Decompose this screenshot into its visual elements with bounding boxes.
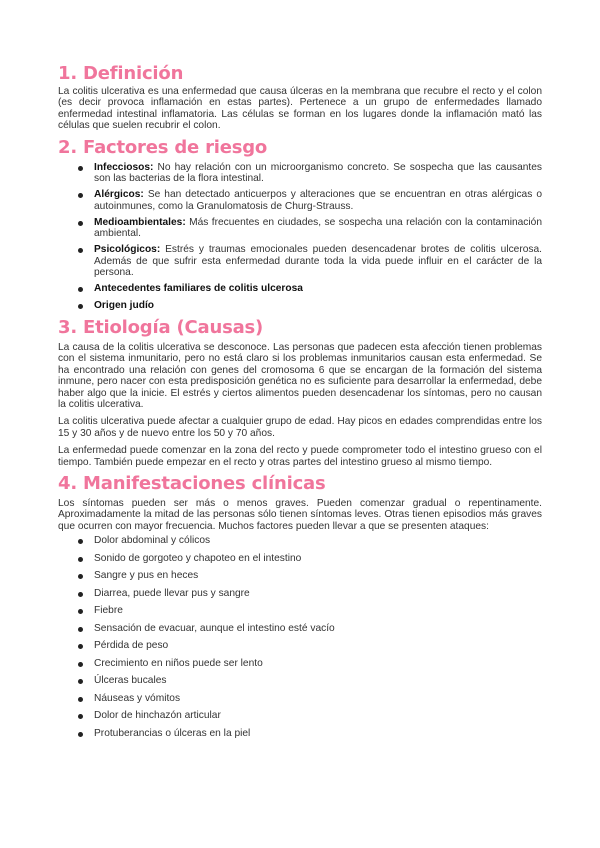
bullet-icon bbox=[78, 644, 83, 649]
list-item bbox=[58, 535, 542, 546]
symptom-text: Crecimiento en niños puede ser lento bbox=[94, 657, 263, 669]
risk-label: Psicológicos: bbox=[94, 244, 161, 256]
risk-label: Antecedentes familiares de colitis ulcerosa bbox=[94, 283, 303, 295]
risk-factors-list bbox=[58, 162, 542, 311]
symptom-text: Protuberancias o úlceras en la piel bbox=[94, 727, 251, 739]
risk-label: Alérgicos: bbox=[94, 189, 144, 201]
bullet-icon bbox=[78, 662, 83, 667]
bullet-icon bbox=[78, 304, 83, 309]
symptom-text: Pérdida de peso bbox=[94, 640, 169, 652]
bullet-icon bbox=[78, 248, 83, 253]
list-item bbox=[58, 162, 542, 185]
list-item bbox=[58, 605, 542, 616]
risk-label: Infecciosos: bbox=[94, 161, 154, 173]
etiologia-paragraph-2: La colitis ulcerativa puede afectar a cualquier grupo de edad. Hay picos en edades comprendidas entre los 15 y 30 años y de nuevo entre los 50 y 70 años. bbox=[58, 416, 542, 439]
section-title-manifestaciones: 4. Manifestaciones clínicas bbox=[58, 472, 326, 494]
list-item bbox=[58, 588, 542, 599]
symptom-text: Dolor de hinchazón articular bbox=[94, 710, 221, 722]
risk-text: Más frecuentes en ciudades, se sospecha una relación con la contaminación ambiental. bbox=[94, 216, 542, 240]
symptoms-list bbox=[58, 535, 542, 739]
etiologia-paragraph-1: La causa de la colitis ulcerativa se desconoce. Las personas que padecen esta afección tienen problemas con el sistema inmunitario, pero no está claro si los problemas inmunitarios causan esta enfermedad. Se ha encontrado una relación con genes del cromosoma 6 que se encargan de la formación del sistema inmune, pero nacer con esta predisposición genética no es suficiente para desarrollar la enfermedad, debe haber algo que la inicie. El estrés y ciertos alimentos pueden desencadenar los síntomas, pero no causan la colitis ulcerativa. bbox=[58, 341, 542, 410]
symptom-text: Sonido de gorgoteo y chapoteo en el intestino bbox=[94, 552, 302, 564]
etiologia-paragraph-3: La enfermedad puede comenzar en la zona del recto y puede comprometer todo el intestino grueso con el tiempo. También puede empezar en el recto y otras partes del intestino grueso al mismo tiempo. bbox=[58, 445, 542, 468]
bullet-icon bbox=[78, 609, 83, 614]
bullet-icon bbox=[78, 287, 83, 292]
list-item bbox=[58, 553, 542, 564]
bullet-icon bbox=[78, 714, 83, 719]
symptom-text: Sangre y pus en heces bbox=[94, 570, 199, 582]
list-item bbox=[58, 283, 542, 294]
list-item bbox=[58, 300, 542, 311]
section-title-definicion: 1. Definición bbox=[58, 63, 184, 84]
document-page bbox=[58, 62, 542, 745]
list-item bbox=[58, 217, 542, 240]
definicion-paragraph: La colitis ulcerativa es una enfermedad que causa úlceras en la membrana que recubre el recto y el colon (es decir provoca inflamación en estas partes). Pertenece a un grupo de enfermedades llamado enfermedad intestinal inflamatoria. Las células se forman en los lugares donde la inflamación mató las células que suelen recubrir el colon. bbox=[58, 86, 542, 132]
list-item bbox=[58, 710, 542, 721]
symptom-text: Náuseas y vómitos bbox=[94, 692, 181, 704]
list-item bbox=[58, 244, 542, 278]
bullet-icon bbox=[78, 627, 83, 632]
list-item bbox=[58, 693, 542, 704]
bullet-icon bbox=[78, 166, 83, 171]
symptom-text: Fiebre bbox=[94, 605, 123, 617]
bullet-icon bbox=[78, 592, 83, 597]
bullet-icon bbox=[78, 539, 83, 544]
list-item bbox=[58, 675, 542, 686]
bullet-icon bbox=[78, 557, 83, 562]
symptom-text: Diarrea, puede llevar pus y sangre bbox=[94, 587, 250, 599]
risk-text: No hay relación con un microorganismo concreto. Se sospecha que las causantes son las bacterias de la flora intestinal. bbox=[94, 161, 542, 185]
list-item bbox=[58, 623, 542, 634]
bullet-icon bbox=[78, 697, 83, 702]
bullet-icon bbox=[78, 193, 83, 198]
section-title-etiologia: 3. Etiología (Causas) bbox=[58, 316, 264, 338]
section-title-factores: 2. Factores de riesgo bbox=[58, 136, 268, 158]
symptom-text: Dolor abdominal y cólicos bbox=[94, 535, 211, 547]
manifestaciones-paragraph: Los síntomas pueden ser más o menos graves. Pueden comenzar gradual o repentinamente. Aproximadamente la mitad de las personas sólo tienen síntomas leves. Otras tienen episodios más graves que ocurren con mayor frecuencia. Muchos factores pueden llevar a que se presenten ataques: bbox=[58, 497, 542, 532]
list-item bbox=[58, 658, 542, 669]
list-item bbox=[58, 640, 542, 651]
symptom-text: Úlceras bucales bbox=[94, 675, 167, 687]
risk-label: Medioambientales: bbox=[94, 216, 186, 228]
list-item bbox=[58, 189, 542, 212]
symptom-text: Sensación de evacuar, aunque el intestino esté vacío bbox=[94, 622, 335, 634]
risk-text: Se han detectado anticuerpos y alteraciones que se encuentran en otras alérgicas o autoinmunes, como la Granulomatosis de Churg-Strauss. bbox=[94, 189, 542, 212]
risk-text: Estrés y traumas emocionales pueden desencadenar brotes de colitis ulcerosa. Además de que sufrir esta enfermedad durante toda la vida puede influir en el carácter de la persona. bbox=[94, 244, 542, 279]
list-item bbox=[58, 728, 542, 739]
bullet-icon bbox=[78, 732, 83, 737]
bullet-icon bbox=[78, 574, 83, 579]
bullet-icon bbox=[78, 221, 83, 226]
bullet-icon bbox=[78, 679, 83, 684]
risk-label: Origen judío bbox=[94, 299, 154, 311]
list-item bbox=[58, 570, 542, 581]
